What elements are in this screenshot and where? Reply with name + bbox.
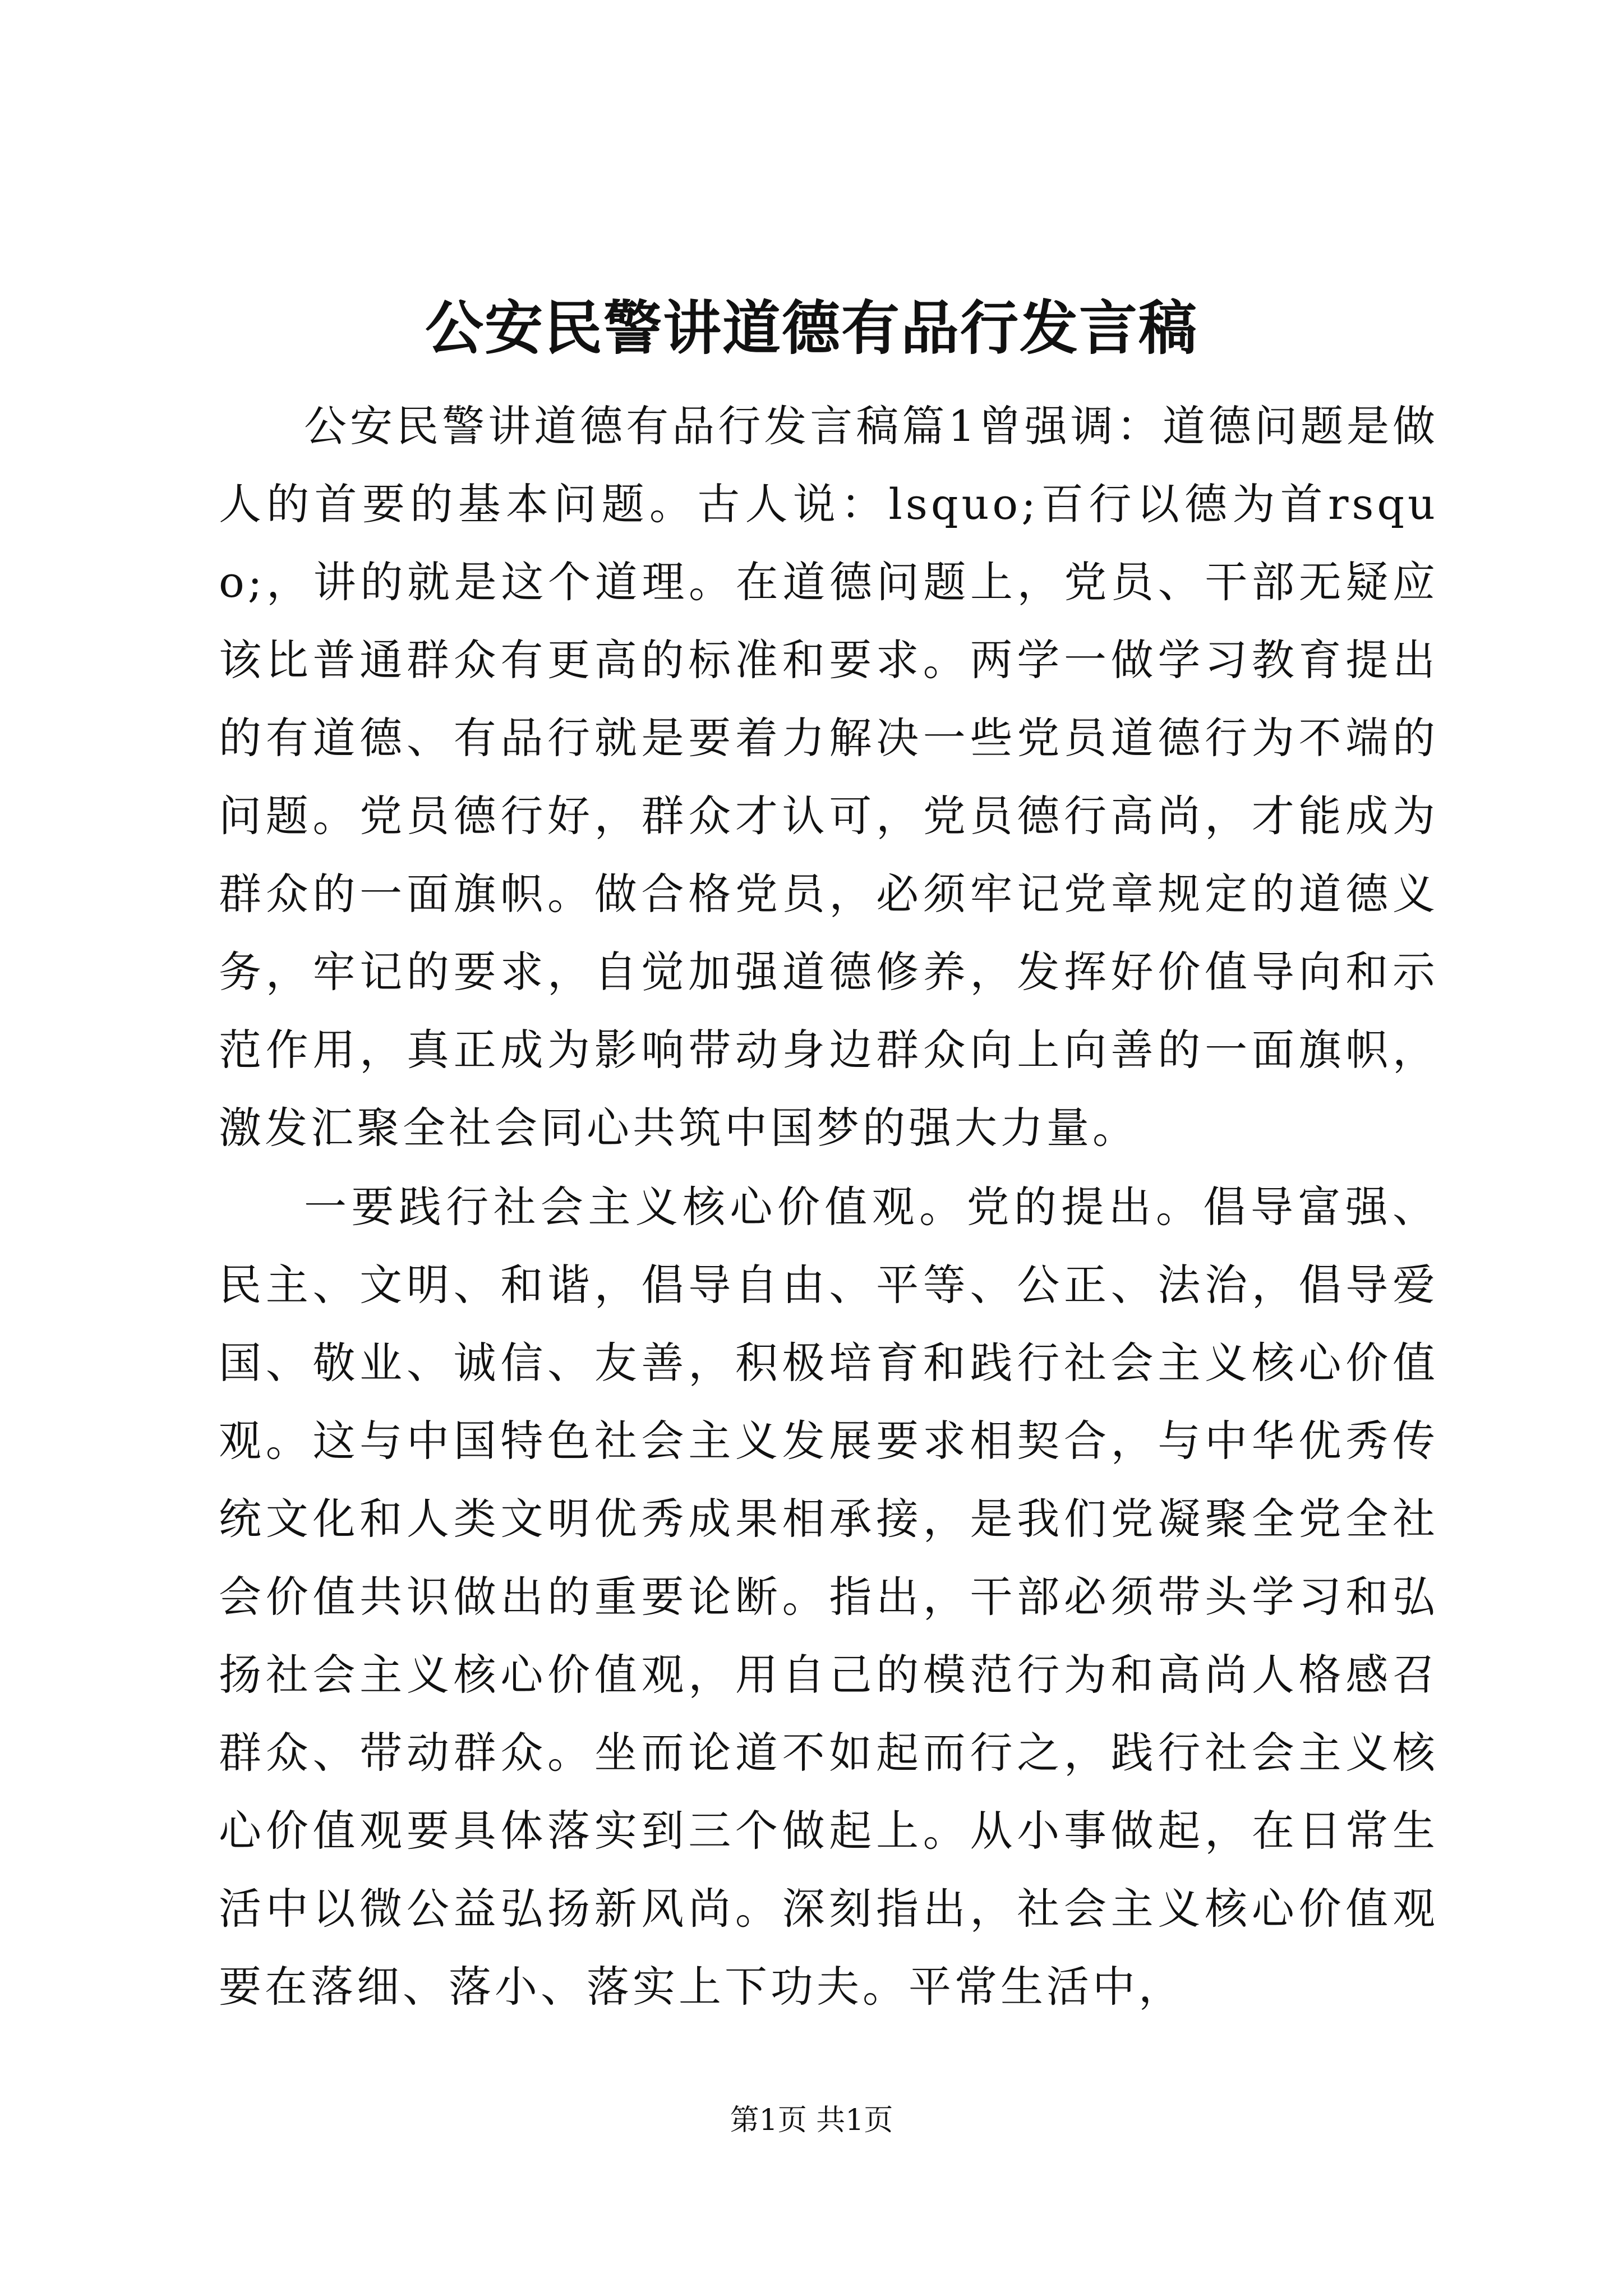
page-number-footer: 第1页 共1页 [730,2104,893,2137]
document-title: 公安民警讲道德有品行发言稿 [425,293,1198,362]
document-body [219,387,1438,2027]
paragraph: 一要践行社会主义核心价值观。党的提出。倡导富强、民主、文明、和谐，倡导自由、平等、公正、法治，倡导爱国、敬业、诚信、友善，积极培育和践行社会主义核心价值观。这与中国特色社会主义发展要求相契合，与中华优秀传统文化和人类文明优秀成果相承接，是我们党凝聚全党全社会价值共识做出的重要论断。指出，干部必须带头学习和弘扬社会主义核心价值观，用自己的模范行为和高尚人格感召群众、带动群众。坐而论道不如起而行之，践行社会主义核心价值观要具体落实到三个做起上。从小事做起，在日常生活中以微公益弘扬新风尚。深刻指出，社会主义核心价值观要在落细、落小、落实上下功夫。平常生活中， [219,1182,1438,2012]
paragraph: 公安民警讲道德有品行发言稿篇1曾强调：道德问题是做人的首要的基本问题。古人说：lsquo;百行以德为首rsquo;，讲的就是这个道理。在道德问题上，党员、干部无疑应该比普通群众有更高的标准和要求。两学一做学习教育提出的有道德、有品行就是要着力解决一些党员道德行为不端的问题。党员德行好，群众才认可，党员德行高尚，才能成为群众的一面旗帜。做合格党员，必须牢记党章规定的道德义务，牢记的要求，自觉加强道德修养，发挥好价值导向和示范作用，真正成为影响带动身边群众向上向善的一面旗帜，激发汇聚全社会同心共筑中国梦的强大力量。 [219,401,1438,1153]
